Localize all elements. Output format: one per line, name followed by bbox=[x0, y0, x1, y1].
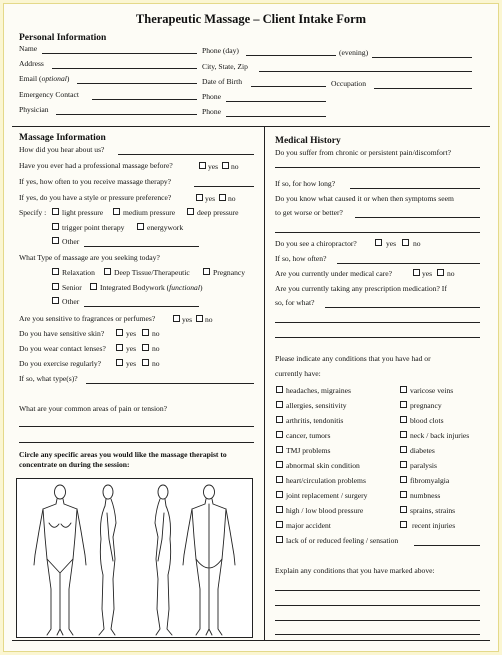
emergency-field[interactable] bbox=[92, 99, 197, 100]
pregnancy-cond-checkbox[interactable] bbox=[400, 401, 407, 408]
pressure-other-label: Other bbox=[62, 237, 80, 246]
skin-label: Do you have sensitive skin? bbox=[19, 329, 105, 338]
type-other-label: Other bbox=[62, 297, 80, 306]
medication-label: Are you currently taking any prescription medication? If bbox=[275, 284, 447, 293]
form-title: Therapeutic Massage – Client Intake Form bbox=[135, 12, 367, 26]
massage-heading: Massage Information bbox=[19, 133, 106, 143]
medical-care-label: Are you currently under medical care? bbox=[275, 269, 393, 278]
trigger-point-checkbox[interactable] bbox=[52, 223, 59, 230]
body-back-figure[interactable] bbox=[183, 485, 235, 635]
arthritis-label: arthritis, tendonitis bbox=[286, 416, 344, 425]
exercise-yes-checkbox[interactable] bbox=[116, 359, 123, 366]
prof-massage-label: Have you ever had a professional massage before? bbox=[19, 161, 173, 170]
light-pressure-label: light pressure bbox=[62, 208, 104, 217]
personal-heading: Personal Information bbox=[19, 33, 107, 43]
cancer-checkbox[interactable] bbox=[276, 431, 283, 438]
how-often-field[interactable] bbox=[337, 263, 480, 264]
paralysis-checkbox[interactable] bbox=[400, 461, 407, 468]
cancer-label: cancer, tumors bbox=[286, 431, 331, 440]
relaxation-checkbox[interactable] bbox=[52, 268, 59, 275]
pain-field-2[interactable] bbox=[19, 442, 254, 443]
emergency-label: Emergency Contact bbox=[19, 90, 79, 99]
pregnancy-label: Pregnancy bbox=[213, 268, 246, 277]
fibromyalgia-checkbox[interactable] bbox=[400, 476, 407, 483]
hear-label: How did you hear about us? bbox=[19, 145, 105, 154]
care-yes-checkbox[interactable] bbox=[413, 269, 420, 276]
skin-yes-checkbox[interactable] bbox=[116, 329, 123, 336]
column-divider bbox=[264, 126, 265, 640]
heart-checkbox[interactable] bbox=[276, 476, 283, 483]
integrated-label: Integrated Bodywork (functional) bbox=[100, 283, 203, 292]
fibromyalgia-label: fibromyalgia bbox=[410, 476, 450, 485]
medication-label-2: so, for what? bbox=[275, 298, 315, 307]
medication-field-2[interactable] bbox=[275, 322, 480, 323]
fragrance-label: Are you sensitive to fragrances or perfumes? bbox=[19, 314, 156, 323]
email-label: Email (optional) bbox=[19, 74, 70, 83]
skin-condition-label: abnormal skin condition bbox=[286, 461, 360, 470]
pressure-other-field[interactable] bbox=[84, 246, 199, 247]
light-pressure-checkbox[interactable] bbox=[52, 208, 59, 215]
medium-pressure-checkbox[interactable] bbox=[113, 208, 120, 215]
blood-clots-checkbox[interactable] bbox=[400, 416, 407, 423]
numbness-label: numbness bbox=[410, 491, 441, 500]
prof-yes-checkbox[interactable] bbox=[199, 162, 206, 169]
style-no-label: no bbox=[228, 194, 236, 203]
skin-condition-checkbox[interactable] bbox=[276, 461, 283, 468]
care-no-label: no bbox=[447, 269, 455, 278]
allergies-label: allergies, sensitivity bbox=[286, 401, 347, 410]
deep-pressure-label: deep pressure bbox=[197, 208, 239, 217]
joint-replacement-label: joint replacement / surgery bbox=[286, 491, 368, 500]
occupation-label: Occupation bbox=[331, 79, 367, 88]
arthritis-checkbox[interactable] bbox=[276, 416, 283, 423]
energywork-label: energywork bbox=[147, 223, 184, 232]
medication-field[interactable] bbox=[325, 307, 480, 308]
physician-label: Physician bbox=[19, 105, 49, 114]
sprains-label: sprains, strains bbox=[410, 506, 456, 515]
varicose-label: varicose veins bbox=[410, 386, 454, 395]
deep-tissue-label: Deep Tissue/Therapeutic bbox=[114, 268, 190, 277]
lens-yes-checkbox[interactable] bbox=[116, 344, 123, 351]
lens-no-label: no bbox=[152, 344, 160, 353]
lens-label: Do you wear contact lenses? bbox=[19, 344, 106, 353]
style-no-checkbox[interactable] bbox=[219, 194, 226, 201]
style-yes-label: yes bbox=[205, 194, 216, 203]
fragrance-yes-checkbox[interactable] bbox=[173, 315, 180, 322]
how-often-label: If so, how often? bbox=[275, 254, 327, 263]
major-accident-label: major accident bbox=[286, 521, 331, 530]
medical-heading: Medical History bbox=[275, 136, 341, 146]
fragrance-yes-label: yes bbox=[182, 315, 193, 324]
chronic-pain-label: Do you suffer from chronic or persistent pain/discomfort? bbox=[275, 148, 451, 157]
energywork-checkbox[interactable] bbox=[137, 223, 144, 230]
email-field[interactable] bbox=[77, 83, 197, 84]
freq-label: If yes, how often to you receive massage therapy? bbox=[19, 177, 172, 186]
relaxation-label: Relaxation bbox=[62, 268, 95, 277]
numbness-checkbox[interactable] bbox=[400, 491, 407, 498]
body-front-figure[interactable] bbox=[34, 485, 86, 635]
city-field[interactable] bbox=[259, 71, 472, 72]
bottom-divider bbox=[12, 640, 490, 641]
chiropractor-label: Do you see a chiropractor? bbox=[275, 239, 357, 248]
conditions-intro: Please indicate any conditions that you have had or bbox=[275, 354, 431, 363]
section-divider bbox=[12, 126, 490, 127]
integrated-checkbox[interactable] bbox=[90, 283, 97, 290]
prof-no-label: no bbox=[231, 162, 239, 171]
phone1-field[interactable] bbox=[226, 101, 326, 102]
dob-label: Date of Birth bbox=[202, 77, 243, 86]
reduced-feeling-field[interactable] bbox=[414, 545, 480, 546]
lens-yes-label: yes bbox=[126, 344, 137, 353]
pain-field-1[interactable] bbox=[19, 426, 254, 427]
hear-field[interactable] bbox=[118, 154, 254, 155]
chiro-yes-checkbox[interactable] bbox=[375, 239, 382, 246]
care-no-checkbox[interactable] bbox=[437, 269, 444, 276]
exercise-label: Do you exercise regularly? bbox=[19, 359, 102, 368]
prof-yes-label: yes bbox=[208, 162, 219, 171]
skin-no-label: no bbox=[152, 329, 160, 338]
lens-no-checkbox[interactable] bbox=[142, 344, 149, 351]
address-label: Address bbox=[19, 59, 44, 68]
pressure-other-checkbox[interactable] bbox=[52, 237, 59, 244]
address-field[interactable] bbox=[52, 68, 197, 69]
prof-no-checkbox[interactable] bbox=[222, 162, 229, 169]
occupation-field[interactable] bbox=[374, 88, 472, 89]
major-accident-checkbox[interactable] bbox=[276, 521, 283, 528]
deep-tissue-checkbox[interactable] bbox=[104, 268, 111, 275]
joint-replacement-checkbox[interactable] bbox=[276, 491, 283, 498]
pregnancy-cond-label: pregnancy bbox=[410, 401, 442, 410]
heart-label: heart/circulation problems bbox=[286, 476, 366, 485]
physician-field[interactable] bbox=[56, 114, 197, 115]
body-diagram[interactable] bbox=[16, 478, 253, 638]
explain-field-4[interactable] bbox=[275, 634, 480, 635]
tmj-checkbox[interactable] bbox=[276, 446, 283, 453]
blood-pressure-checkbox[interactable] bbox=[276, 506, 283, 513]
fragrance-no-label: no bbox=[205, 315, 213, 324]
body-side-figure-left[interactable] bbox=[99, 485, 116, 635]
diabetes-checkbox[interactable] bbox=[400, 446, 407, 453]
headaches-label: headaches, migraines bbox=[286, 386, 351, 395]
reduced-feeling-label: lack of or reduced feeling / sensation bbox=[286, 536, 399, 545]
cause-label: Do you know what caused it or when then symptoms seem bbox=[275, 194, 454, 203]
city-label: City, State, Zip bbox=[202, 62, 248, 71]
neck-back-label: neck / back injuries bbox=[410, 431, 470, 440]
style-label: If yes, do you have a style or pressure preference? bbox=[19, 193, 172, 202]
name-field[interactable] bbox=[42, 53, 197, 54]
sprains-checkbox[interactable] bbox=[400, 506, 407, 513]
fragrance-no-checkbox[interactable] bbox=[196, 315, 203, 322]
cause-field[interactable] bbox=[355, 217, 480, 218]
explain-field-2[interactable] bbox=[275, 605, 480, 606]
body-side-figure-right[interactable] bbox=[155, 485, 172, 635]
headaches-checkbox[interactable] bbox=[276, 386, 283, 393]
deep-pressure-checkbox[interactable] bbox=[187, 208, 194, 215]
phone-day-field[interactable] bbox=[246, 55, 336, 56]
cause-label-2: to get worse or better? bbox=[275, 208, 343, 217]
type-question: What Type of massage are you seeking today? bbox=[19, 253, 160, 262]
explain-field-1[interactable] bbox=[275, 590, 480, 591]
exercise-yes-label: yes bbox=[126, 359, 137, 368]
dob-field[interactable] bbox=[251, 86, 326, 87]
senior-checkbox[interactable] bbox=[52, 283, 59, 290]
exercise-type-field[interactable] bbox=[86, 383, 254, 384]
exercise-no-label: no bbox=[152, 359, 160, 368]
specify-label: Specify : bbox=[19, 208, 47, 217]
chiro-yes-label: yes bbox=[386, 239, 397, 248]
varicose-checkbox[interactable] bbox=[400, 386, 407, 393]
skin-yes-label: yes bbox=[126, 329, 137, 338]
pain-label: What are your common areas of pain or tension? bbox=[19, 404, 168, 413]
care-yes-label: yes bbox=[422, 269, 433, 278]
pregnancy-checkbox[interactable] bbox=[203, 268, 210, 275]
recent-injuries-label: recent injuries bbox=[412, 521, 456, 530]
phone2-field[interactable] bbox=[226, 116, 326, 117]
tmj-label: TMJ problems bbox=[286, 446, 331, 455]
type-other-checkbox[interactable] bbox=[52, 297, 59, 304]
diabetes-label: diabetes bbox=[410, 446, 435, 455]
allergies-checkbox[interactable] bbox=[276, 401, 283, 408]
phone-evening-field[interactable] bbox=[372, 57, 472, 58]
phone2-label: Phone bbox=[202, 107, 221, 116]
chiro-no-label: no bbox=[413, 239, 421, 248]
exercise-no-checkbox[interactable] bbox=[142, 359, 149, 366]
phone1-label: Phone bbox=[202, 92, 221, 101]
how-long-field[interactable] bbox=[350, 188, 480, 189]
blood-pressure-label: high / low blood pressure bbox=[286, 506, 364, 515]
style-yes-checkbox[interactable] bbox=[196, 194, 203, 201]
recent-injuries-checkbox[interactable] bbox=[400, 521, 407, 528]
paralysis-label: paralysis bbox=[410, 461, 437, 470]
exercise-type-label: If so, what type(s)? bbox=[19, 374, 78, 383]
freq-field[interactable] bbox=[194, 186, 254, 187]
skin-no-checkbox[interactable] bbox=[142, 329, 149, 336]
neck-back-checkbox[interactable] bbox=[400, 431, 407, 438]
chiro-no-checkbox[interactable] bbox=[402, 239, 409, 246]
medium-pressure-label: medium pressure bbox=[123, 208, 176, 217]
how-long-label: If so, for how long? bbox=[275, 179, 336, 188]
conditions-intro-2: currently have: bbox=[275, 369, 321, 378]
evening-label: (evening) bbox=[339, 48, 369, 57]
phone-day-label: Phone (day) bbox=[202, 46, 239, 55]
circle-instructions: Circle any specific areas you would like the massage therapist to concentrate on during the session: bbox=[19, 450, 227, 470]
explain-label: Explain any conditions that you have marked above: bbox=[275, 566, 435, 575]
medication-field-3[interactable] bbox=[275, 337, 480, 338]
type-other-field[interactable] bbox=[84, 306, 199, 307]
blood-clots-label: blood clots bbox=[410, 416, 444, 425]
chronic-pain-field[interactable] bbox=[275, 167, 480, 168]
senior-label: Senior bbox=[62, 283, 82, 292]
name-label: Name bbox=[19, 44, 38, 53]
reduced-feeling-checkbox[interactable] bbox=[276, 536, 283, 543]
trigger-point-label: trigger point therapy bbox=[62, 223, 125, 232]
cause-field-2[interactable] bbox=[275, 232, 480, 233]
explain-field-3[interactable] bbox=[275, 620, 480, 621]
